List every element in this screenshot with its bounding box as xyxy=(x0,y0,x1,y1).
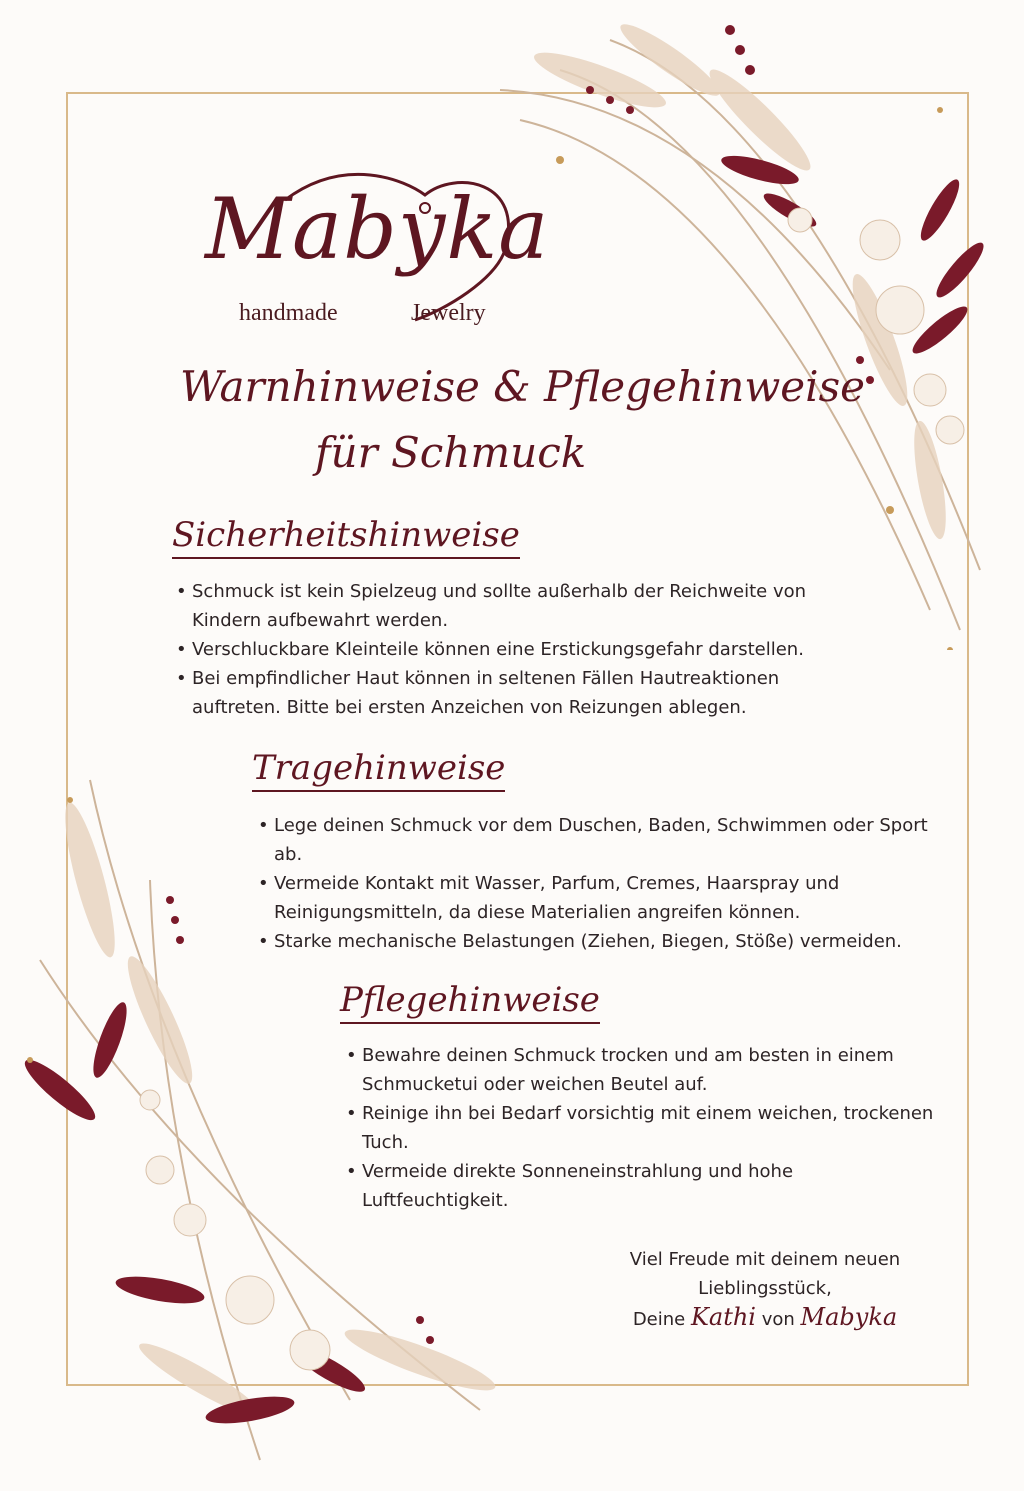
signature-brand: Mabyka xyxy=(800,1303,898,1331)
floral-top-right-decoration xyxy=(460,10,1020,650)
care-list xyxy=(346,1041,936,1215)
section-heading-wearing: Tragehinweise xyxy=(252,748,505,792)
closing-line-1: Viel Freude mit deinem neuen xyxy=(629,1249,901,1270)
list-item: • Vermeide direkte Sonneneinstrahlung und hohe Luftfeuchtigkeit. xyxy=(346,1161,794,1211)
wearing-list xyxy=(258,811,928,956)
signature-name: Kathi xyxy=(690,1303,756,1331)
section-heading-care: Pflegehinweise xyxy=(340,980,600,1024)
section-heading-safety: Sicherheitshinweise xyxy=(172,515,520,559)
list-item: • Starke mechanische Belastungen (Ziehen, Biegen, Stöße) vermeiden. xyxy=(258,931,902,952)
logo-subtitle-handmade: handmade xyxy=(239,300,338,326)
closing-line-2: Lieblingsstück, xyxy=(698,1278,832,1299)
list-item: • Verschluckbare Kleinteile können eine Erstickungsgefahr darstellen. xyxy=(176,639,804,660)
list-item: • Reinige ihn bei Bedarf vorsichtig mit einem weichen, trockenen Tuch. xyxy=(346,1103,934,1153)
list-item: • Bei empfindlicher Haut können in seltenen Fällen Hautreaktionen auftreten. Bitte bei ersten Anzeichen von Reizungen ablegen. xyxy=(176,668,780,718)
logo xyxy=(195,160,550,340)
safety-list xyxy=(176,577,856,722)
list-item: • Lege deinen Schmuck vor dem Duschen, Baden, Schwimmen oder Sport ab. xyxy=(258,815,928,865)
logo-subtitle-jewelry: Jewelry xyxy=(411,300,486,326)
list-item: • Bewahre deinen Schmuck trocken und am besten in einem Schmucketui oder weichen Beutel auf. xyxy=(346,1045,894,1095)
list-item: • Schmuck ist kein Spielzeug und sollte außerhalb der Reichweite von Kindern aufbewahrt werden. xyxy=(176,581,807,631)
logo-wordmark: Mabyka xyxy=(205,180,550,278)
page-subtitle: für Schmuck xyxy=(315,428,587,477)
page-title: Warnhinweise & Pflegehinweise xyxy=(180,362,866,411)
closing-message xyxy=(600,1245,930,1334)
list-item: • Vermeide Kontakt mit Wasser, Parfum, Cremes, Haarspray und Reinigungsmitteln, da diese Materialien angreifen können. xyxy=(258,873,840,923)
closing-signature: Deine Kathi von Mabyka xyxy=(632,1303,898,1331)
